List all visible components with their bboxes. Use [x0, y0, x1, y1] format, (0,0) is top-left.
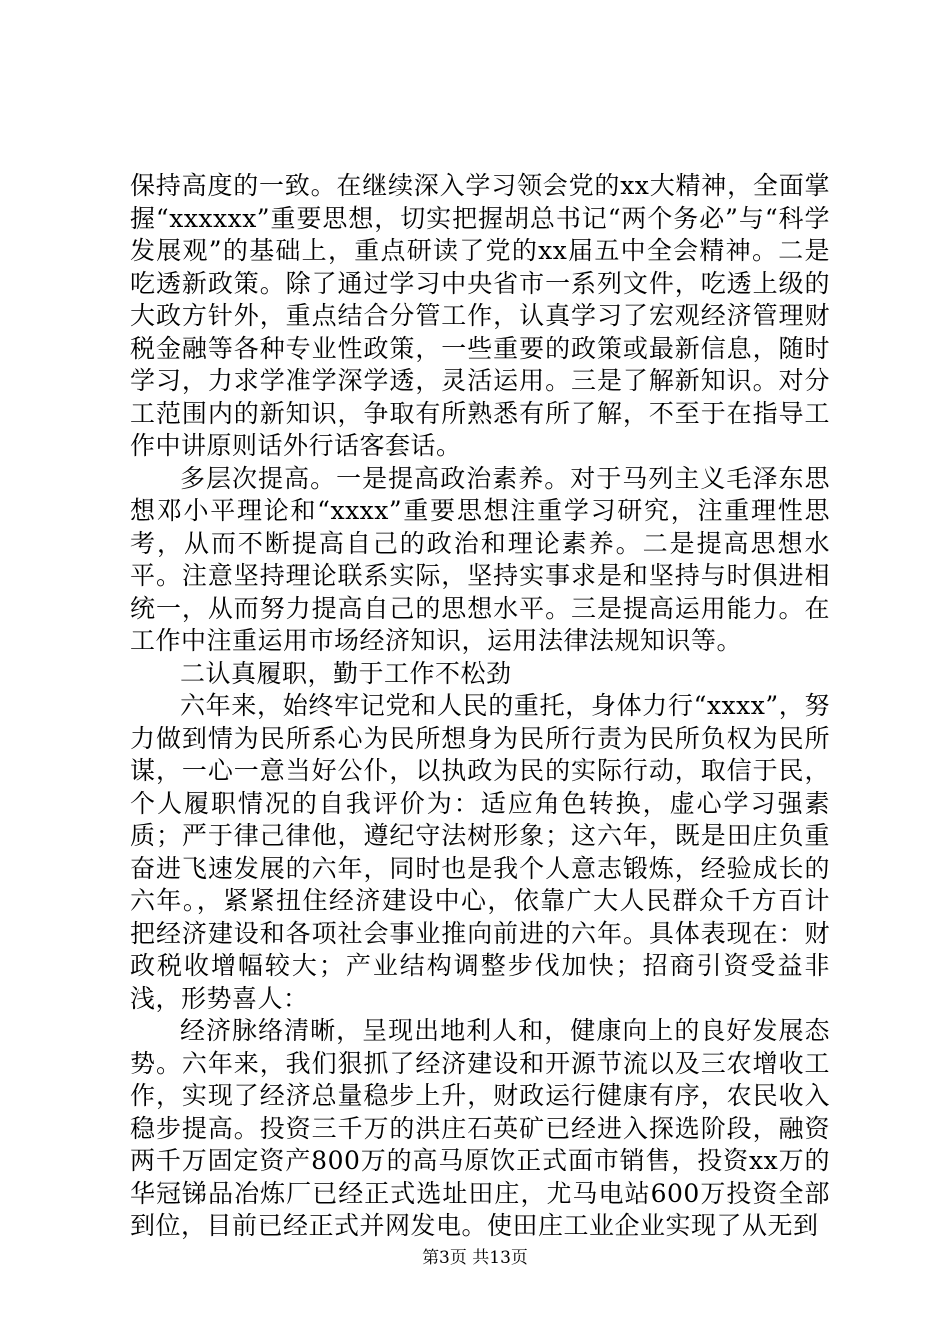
section-heading: 二认真履职，勤于工作不松劲 [180, 658, 512, 688]
paragraph-1: 保持高度的一致。在继续深入学习领会党的xx大精神，全面掌握“xxxxxx”重要思想，切实把握胡总书记“两个务必”与“科学发展观”的基础上，重点研读了党的xx届五中全会精神。二是吃透新政策。除了通过学习中央省市一系列文件，吃透上级的大政方针外，重点结合分管工作，认真学习了宏观经济管理财税金融等各种专业性政策，一些重要的政策或最新信息，随时学习，力求学准学深学透，灵活运用。三是了解新知识。对分工范围内的新知识，争取有所熟悉有所了解，不至于在指导工作中讲原则话外行话客套话。 [130, 171, 830, 460]
paragraph-2: 多层次提高。一是提高政治素养。对于马列主义毛泽东思想邓小平理论和“xxxx”重要思想注重学习研究，注重理性思考，从而不断提高自己的政治和理论素养。二是提高思想水平。注意坚持理论联系实际，坚持实事求是和坚持与时俱进相统一，从而努力提高自己的思想水平。三是提高运用能力。在工作中注重运用市场经济知识，运用法律法规知识等。 [130, 463, 830, 655]
page-number-footer: 第3页 共13页 [422, 1248, 528, 1268]
paragraph-4: 经济脉络清晰，呈现出地利人和，健康向上的良好发展态势。六年来，我们狠抓了经济建设和开源节流以及三农增收工作，实现了经济总量稳步上升，财政运行健康有序，农民收入稳步提高。投资三千万的洪庄石英矿已经进入探选阶段，融资两千万固定资产800万的高马原饮正式面市销售，投资xx万的华冠锑品冶炼厂已经正式选址田庄，尤马电站600万投资全部到位，目前已经正式并网发电。使田庄工业企业实现了从无到 [130, 1016, 830, 1240]
document-body [130, 170, 830, 1243]
paragraph-3: 六年来，始终牢记党和人民的重托，身体力行“xxxx”，努力做到情为民所系心为民所想身为民所行责为民所负权为民所谋，一心一意当好公仆，以执政为民的实际行动，取信于民，个人履职情况的自我评价为：适应角色转换，虚心学习强素质；严于律己律他，遵纪守法树形象；这六年，既是田庄负重奋进飞速发展的六年，同时也是我个人意志锻炼，经验成长的六年。，紧紧扭住经济建设中心，依靠广大人民群众千方百计把经济建设和各项社会事业推向前进的六年。具体表现在：财政税收增幅较大；产业结构调整步伐加快；招商引资受益非浅，形势喜人： [130, 691, 830, 1013]
